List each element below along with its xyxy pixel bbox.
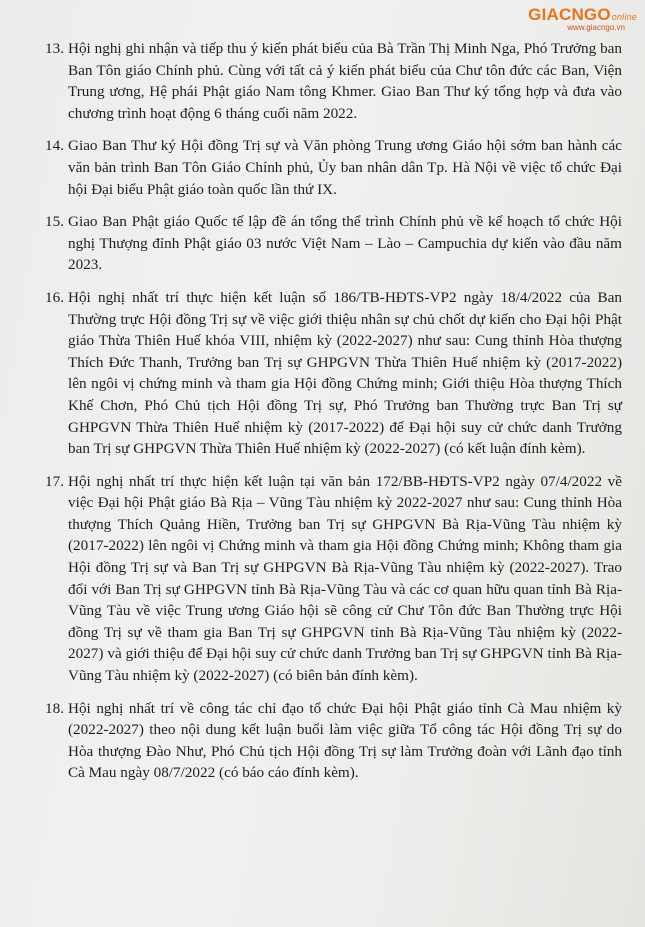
item-number: 14. [45,137,64,155]
item-text: Giao Ban Phật giáo Quốc tế lập đề án tổng thể trình Chính phủ về kế hoạch tổ chức Hội nghị Thượng đỉnh Phật giáo 03 nước Việt Nam – Lào – Campuchia dự kiến vào đầu năm 2023. [68,213,622,274]
item-number: 16. [45,288,64,306]
watermark [528,6,637,32]
item-text: Hội nghị nhất trí về công tác chỉ đạo tổ chức Đại hội Phật giáo tỉnh Cà Mau nhiệm kỳ (2022-2027) theo nội dung kết luận buổi làm việc giữa Tổ công tác Hội đồng Trị sự do Hòa thượng Đào Như, Phó Chủ tịch Hội đồng Trị sự làm Trưởng đoàn với Lãnh đạo tỉnh Cà Mau ngày 08/7/2022 (có báo cáo đính kèm). [68,699,622,782]
watermark-url: www.giacngo.vn [567,23,625,32]
watermark-logo-text: GIACNGO [528,5,611,24]
watermark-logo [528,6,637,23]
list-item-17 [24,471,622,687]
item-text: Hội nghị ghi nhận và tiếp thu ý kiến phát biểu của Bà Trần Thị Minh Nga, Phó Trưởng ban Ban Tôn giáo Chính phủ. Cùng với tất cả ý kiến phát biểu của Chư tôn đức các Ban, Viện Trung ương, Hệ phái Phật giáo Nam tông Khmer. Giao Ban Thư ký tổng hợp và đưa vào chương trình hoạt động 6 tháng cuối năm 2022. [68,40,622,122]
item-number: 15. [45,213,64,231]
list-item-16 [24,287,622,460]
list-item-14 [24,135,622,200]
watermark-logo-suffix: online [611,12,637,22]
item-number: 17. [45,472,64,490]
numbered-list [24,38,622,784]
list-item-18 [24,698,622,784]
item-text: Hội nghị nhất trí thực hiện kết luận số 186/TB-HĐTS-VP2 ngày 18/4/2022 của Ban Thường trực Hội đồng Trị sự về việc giới thiệu nhân sự chủ chốt dự kiến cho Đại hội Phật giáo Thừa Thiên Huế khóa VIII, nhiệm kỳ (2022-2027) như sau: Cung thỉnh Hòa thượng Thích Đức Thanh, Trưởng ban Trị sự GHPGVN Thừa Thiên Huế nhiệm kỳ (2017-2022) lên ngôi vị chứng minh và tham gia Hội đồng Chứng minh; Giới thiệu Hòa thượng Thích Khế Chơn, Phó Chủ tịch Hội đồng Trị sự, Phó Trưởng ban Thường trực Ban Trị sự GHPGVN Thừa Thiên Huế nhiệm kỳ (2017-2022) để Đại hội suy cử chức danh Trưởng ban Trị sự GHPGVN Thừa Thiên Huế nhiệm kỳ (2022-2027) (có kết luận đính kèm). [68,288,622,458]
list-item-15 [24,211,622,276]
item-text: Hội nghị nhất trí thực hiện kết luận tại văn bản 172/BB-HĐTS-VP2 ngày 07/4/2022 về việc Đại hội Phật giáo Bà Rịa – Vũng Tàu nhiệm kỳ 2022-2027 như sau: Cung thỉnh Hòa thượng Thích Quảng Hiền, Trưởng ban Trị sự GHPGVN Bà Rịa-Vũng Tàu nhiệm kỳ (2017-2022) lên ngôi vị Chứng minh và tham gia Hội đồng Chứng minh; Không tham gia Hội đồng Trị sự và Ban Trị sự GHPGVN Bà Rịa-Vũng Tàu nhiệm kỳ (2022-2027). Trao đổi với Ban Trị sự GHPGVN tỉnh Bà Rịa-Vũng Tàu và các cơ quan hữu quan tỉnh Bà Rịa-Vũng Tàu về việc Trung ương Giáo hội sẽ công cử Chư Tôn đức Ban Thường trực Hội đồng Trị sự về tham gia Ban Trị sự GHPGVN tỉnh Bà Rịa-Vũng Tàu nhiệm kỳ (2022-2027) và giới thiệu để Đại hội suy cử chức danh Trưởng ban Trị sự GHPGVN tỉnh Bà Rịa-Vũng Tàu nhiệm kỳ (2022-2027) (có biên bản đính kèm). [68,472,622,685]
item-text: Giao Ban Thư ký Hội đồng Trị sự và Văn phòng Trung ương Giáo hội sớm ban hành các văn bản trình Ban Tôn Giáo Chính phủ, Ủy ban nhân dân Tp. Hà Nội về việc tổ chức Đại hội Đại biểu Phật giáo toàn quốc lần thứ IX. [68,137,622,198]
item-number: 18. [45,699,64,717]
list-item-13 [24,38,622,124]
item-number: 13. [45,40,64,57]
